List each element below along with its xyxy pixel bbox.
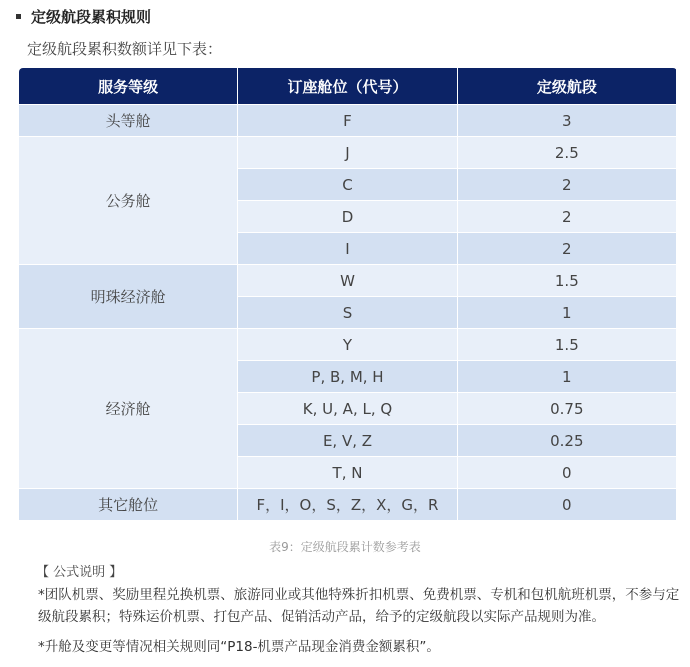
header-class: 服务等级 [19,68,238,105]
segment-value-cell: 2 [457,201,676,233]
service-class-cell: 其它舱位 [19,489,238,521]
booking-code-cell: F [238,105,457,137]
intro-text: 定级航段累积数额详见下表： [27,40,223,58]
segment-value-cell: 1.5 [457,329,676,361]
segment-value-cell: 3 [457,105,676,137]
service-class-cell: 头等舱 [19,105,238,137]
booking-code-cell: C [238,169,457,201]
table-row [19,137,677,169]
table-row [19,265,677,297]
booking-code-cell: Y [238,329,457,361]
booking-code-cell: W [238,265,457,297]
service-class-cell: 公务舱 [19,137,238,265]
heading-text: 定级航段累积规则 [31,8,152,26]
booking-code-cell: E, V, Z [238,425,457,457]
segment-value-cell: 2 [457,233,676,265]
table-caption: 表9：定级航段累计数参考表 [269,540,421,554]
booking-code-cell: K, U, A, L, Q [238,393,457,425]
booking-code-cell: P, B, M, H [238,361,457,393]
booking-code-cell: S [238,297,457,329]
service-class-cell: 经济舱 [19,329,238,489]
segment-value-cell: 2.5 [457,137,676,169]
segment-value-cell: 1.5 [457,265,676,297]
segment-value-cell: 0 [457,489,676,521]
table-row [19,489,677,521]
note-2: *升舱及变更等情况相关规则同“P18-机票产品现金消费金额累积”。 [38,639,440,655]
booking-code-cell: T, N [238,457,457,489]
bullet-icon [16,14,21,19]
booking-code-cell: I [238,233,457,265]
header-booking-code: 订座舱位（代号） [238,68,457,105]
table-row [19,329,677,361]
segment-value-cell: 0 [457,457,676,489]
formula-heading: 【 公式说明 】 [36,565,123,580]
segment-value-cell: 1 [457,361,676,393]
booking-code-cell: D [238,201,457,233]
segment-table [18,68,677,521]
segment-value-cell: 1 [457,297,676,329]
segment-value-cell: 0.75 [457,393,676,425]
note-1: *团队机票、奖励里程兑换机票、旅游同业或其他特殊折扣机票、免费机票、专机和包机航班机票，不参与定级航段累积；特殊运价机票、打包产品、促销活动产品，给予的定级航段以实际产品规则为准。 [38,587,680,625]
booking-code-cell: F，I，O，S，Z，X，G，R [238,489,457,521]
booking-code-cell: J [238,137,457,169]
service-class-cell: 明珠经济舱 [19,265,238,329]
header-segments: 定级航段 [457,68,676,105]
table-row [19,105,677,137]
segment-value-cell: 2 [457,169,676,201]
section-heading [16,6,151,27]
segment-value-cell: 0.25 [457,425,676,457]
